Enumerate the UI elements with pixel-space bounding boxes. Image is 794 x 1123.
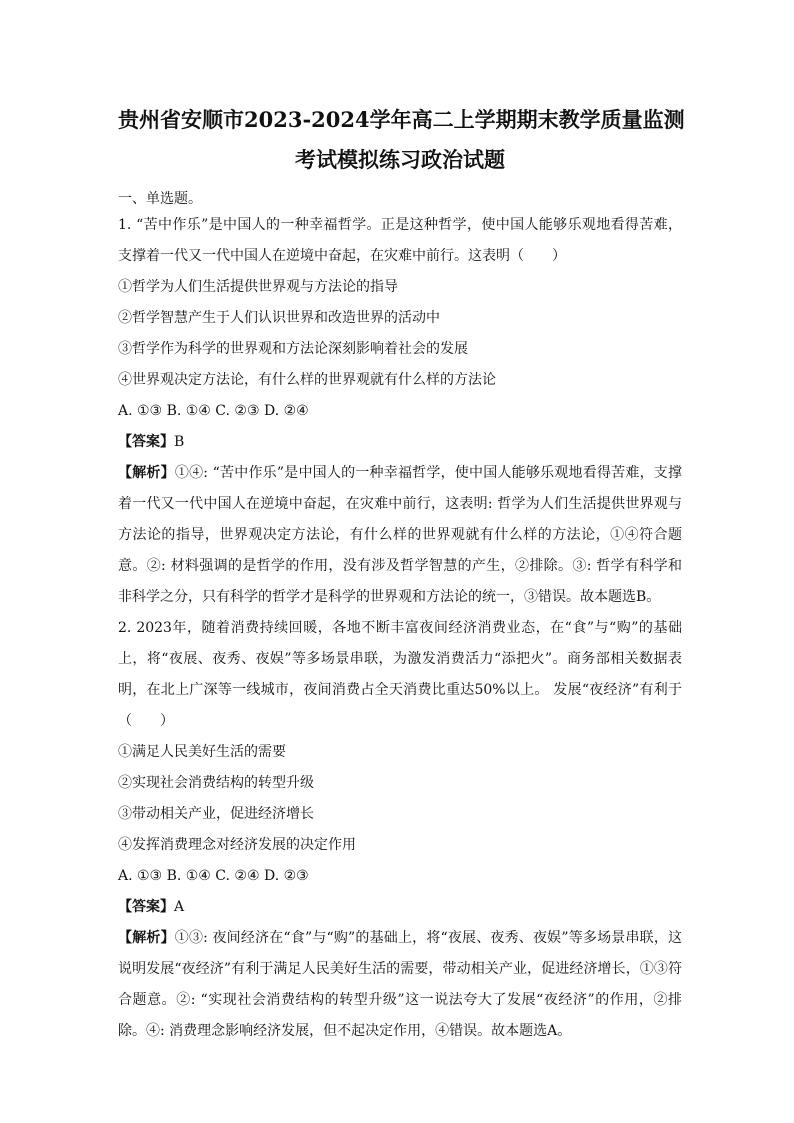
- title-line-2: 考试模拟练习政治试题: [295, 147, 505, 172]
- option-item: ①哲学为人们生活提供世界观与方法论的指导: [118, 279, 398, 295]
- section-heading: 一、单选题。: [118, 191, 202, 207]
- explanation: [118, 923, 682, 1047]
- answer-line: [118, 892, 682, 923]
- explanation-text: ①③: 夜间经济在“食”与“购”的基础上，将“夜展、夜秀、夜娱”等多场景串联，这说明发展“夜经济”有利于满足人民美好生活的需要，带动相关产业，促进经济增长，①③符合题意。②: “实现社会消费结构的转型升级”这一说法夸大了发展“夜经济”的作用，②排除。④: 消费理念影响经济发展，但不起决定作用，④错误。故本题选A。: [118, 930, 683, 1039]
- answer-value: B: [174, 434, 185, 450]
- answer-line: [118, 427, 682, 458]
- explanation-text: ①④: “苦中作乐”是中国人的一种幸福哲学，使中国人能够乐观地看得苦难，支撑着一代又一代中国人在逆境中奋起，在灾难中前行，这表明: 哲学为人们生活提供世界观与方法论的指导，世界观决定方法论，有什么样的世界观就有什么样的方法论，①④符合题意。②: 材料强调的是哲学的作用，没有涉及哲学智慧的产生，②排除。③: 哲学有科学和非科学之分，只有科学的哲学才是科学的世界观和方法论的统一，③错误。故本题选B。: [118, 465, 683, 605]
- title-line-1: 贵州省安顺市2023-2024学年高二上学期期末教学质量监测: [118, 107, 685, 132]
- option-item: ④世界观决定方法论，有什么样的世界观就有什么样的方法论: [118, 372, 496, 388]
- option-item: ③带动相关产业，促进经济增长: [118, 806, 314, 822]
- option-item: ③哲学作为科学的世界观和方法论深刻影响着社会的发展: [118, 341, 468, 357]
- option-item: ④发挥消费理念对经济发展的决定作用: [118, 837, 356, 853]
- question-1: [118, 210, 682, 613]
- question-2: [118, 613, 682, 1047]
- question-stem: 2. 2023年，随着消费持续回暖，各地不断丰富夜间经济消费业态，在“食”与“购”的基础上，将“夜展、夜秀、夜娱”等多场景串联，为激发消费活力“添把火”。商务部相关数据表明，在北上广深等一线城市，夜间消费占全天消费比重达50%以上。 发展“夜经济”有利于（ ）: [118, 620, 682, 729]
- answer-choices: A. ①③ B. ①④ C. ②③ D. ②④: [118, 403, 309, 419]
- explanation-label: 【解析】: [118, 465, 175, 481]
- answer-label: 【答案】: [118, 899, 174, 915]
- option-item: ②实现社会消费结构的转型升级: [118, 775, 314, 791]
- answer-label: 【答案】: [118, 434, 174, 450]
- document-page: [118, 100, 685, 1047]
- answer-value: A: [174, 899, 185, 915]
- explanation-label: 【解析】: [118, 930, 175, 946]
- document-title: [118, 100, 685, 180]
- option-item: ①满足人民美好生活的需要: [118, 744, 286, 760]
- option-item: ②哲学智慧产生于人们认识世界和改造世界的活动中: [118, 310, 440, 326]
- answer-choices: A. ①③ B. ①④ C. ②④ D. ②③: [118, 868, 309, 884]
- question-stem: 1. “苦中作乐”是中国人的一种幸福哲学。正是这种哲学，使中国人能够乐观地看得苦难，支撑着一代又一代中国人在逆境中奋起，在灾难中前行。这表明（ ）: [118, 217, 682, 264]
- explanation: [118, 458, 682, 613]
